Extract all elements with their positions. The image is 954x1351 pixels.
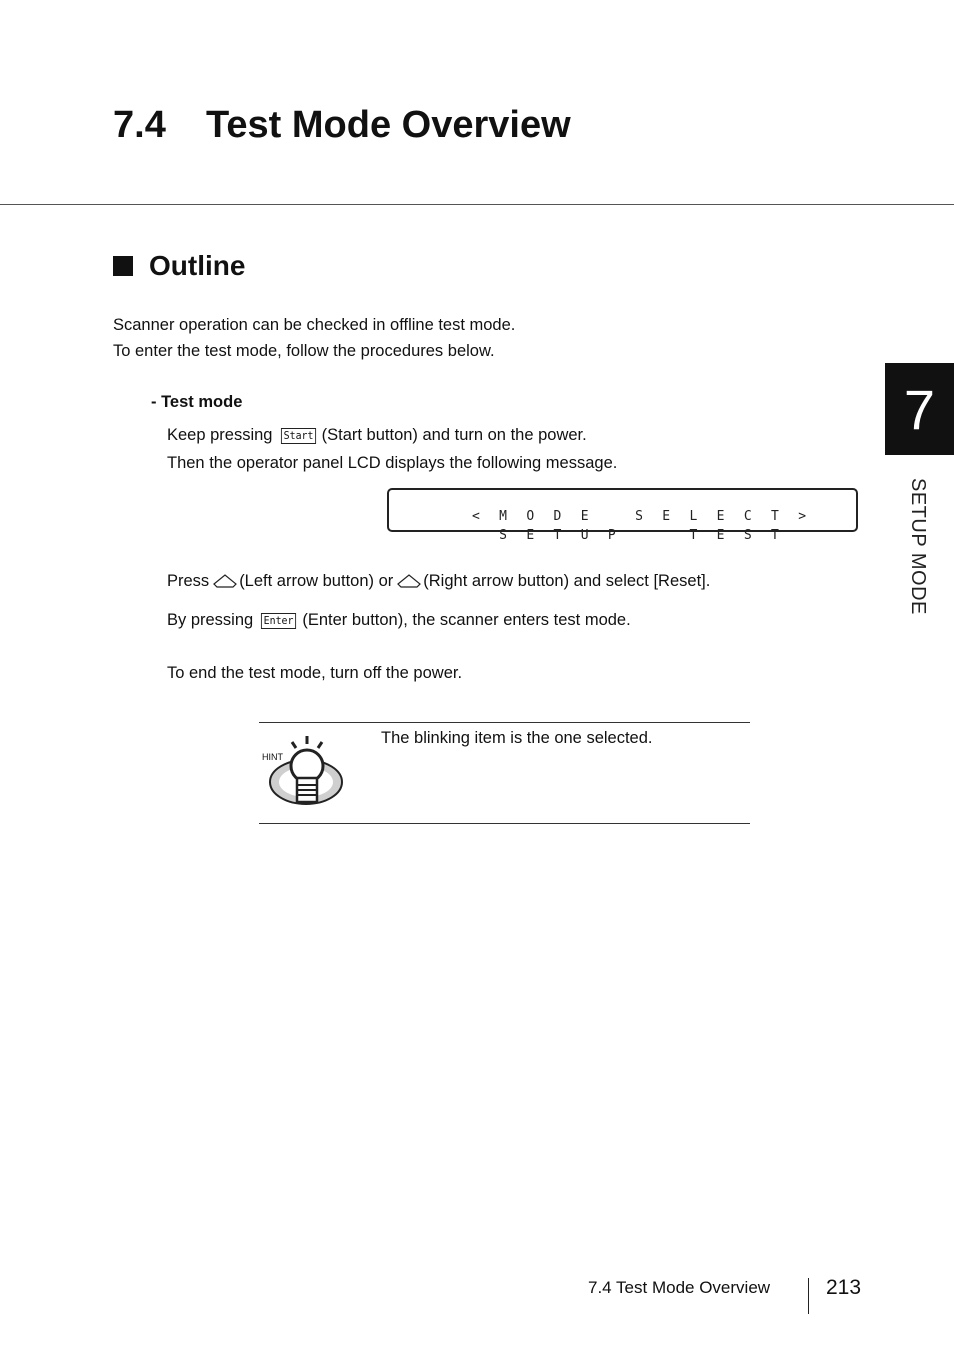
section-number: 7.4 — [113, 104, 166, 146]
instruction-lcd: Then the operator panel LCD displays the following message. — [167, 454, 618, 472]
chapter-side-label: SETUP MODE — [907, 478, 929, 615]
page-number: 213 — [826, 1276, 862, 1299]
instruction-start-after: (Start button) and turn on the power. — [321, 426, 587, 444]
instruction-enter — [167, 610, 631, 630]
lcd-row-2 — [431, 513, 816, 558]
lcd-char: L — [689, 509, 698, 524]
lcd-char: E — [580, 509, 589, 524]
left-arrow-key-icon — [213, 573, 237, 589]
lcd-char: E — [716, 528, 725, 543]
instruction-arrows — [167, 571, 710, 591]
outline-heading-text: Outline — [149, 250, 246, 281]
lcd-char: T — [771, 528, 779, 543]
hint-top-rule — [259, 722, 750, 723]
enter-key-icon: Enter — [261, 613, 296, 629]
instruction-arrows-after: (Right arrow button) and select [Reset]. — [423, 572, 711, 590]
hint-text: The blinking item is the one selected. — [381, 729, 653, 747]
chapter-number: 7 — [903, 377, 936, 441]
instruction-arrows-before: Press — [167, 572, 210, 590]
hint-lightbulb-icon — [262, 732, 348, 812]
lcd-char: D — [553, 509, 562, 524]
instruction-enter-after: (Enter button), the scanner enters test mode. — [302, 611, 631, 629]
instruction-start-before: Keep pressing — [167, 426, 273, 444]
lcd-char: < — [471, 509, 480, 524]
lcd-char: P — [607, 528, 616, 543]
section-title-text: Test Mode Overview — [206, 104, 571, 146]
instruction-start — [167, 425, 587, 445]
chapter-tab — [885, 363, 954, 455]
test-mode-heading: - Test mode — [151, 393, 243, 411]
lcd-char: E — [526, 528, 535, 543]
hint-label: HINT — [262, 752, 283, 762]
lcd-char: U — [580, 528, 589, 543]
footer-section-label: 7.4 Test Mode Overview — [588, 1278, 771, 1297]
lcd-char: E — [716, 509, 725, 524]
lcd-display — [387, 488, 858, 543]
title-divider — [0, 204, 954, 205]
lcd-char: S — [743, 528, 752, 543]
lcd-char: T — [771, 509, 779, 524]
lcd-char: E — [662, 509, 671, 524]
hint-bottom-rule — [259, 823, 750, 824]
page-title — [113, 104, 571, 147]
footer-divider — [808, 1278, 809, 1314]
lcd-char: O — [526, 509, 535, 524]
lcd-char: S — [635, 509, 643, 524]
intro-line-1: Scanner operation can be checked in offline test mode. — [113, 316, 516, 334]
lcd-char: > — [798, 509, 807, 524]
lcd-char: T — [553, 528, 562, 543]
lcd-char: C — [743, 509, 752, 524]
instruction-enter-before: By pressing — [167, 611, 254, 629]
lcd-char: T — [689, 528, 698, 543]
outline-heading — [113, 250, 245, 282]
lcd-char: S — [499, 528, 507, 543]
square-bullet-icon — [113, 256, 133, 276]
right-arrow-key-icon — [397, 573, 421, 589]
instruction-arrows-mid: (Left arrow button) or — [239, 572, 394, 590]
start-key-icon: Start — [280, 428, 315, 444]
lcd-char: M — [499, 509, 507, 524]
instruction-end: To end the test mode, turn off the power. — [167, 664, 463, 682]
intro-line-2: To enter the test mode, follow the procedures below. — [113, 342, 495, 360]
